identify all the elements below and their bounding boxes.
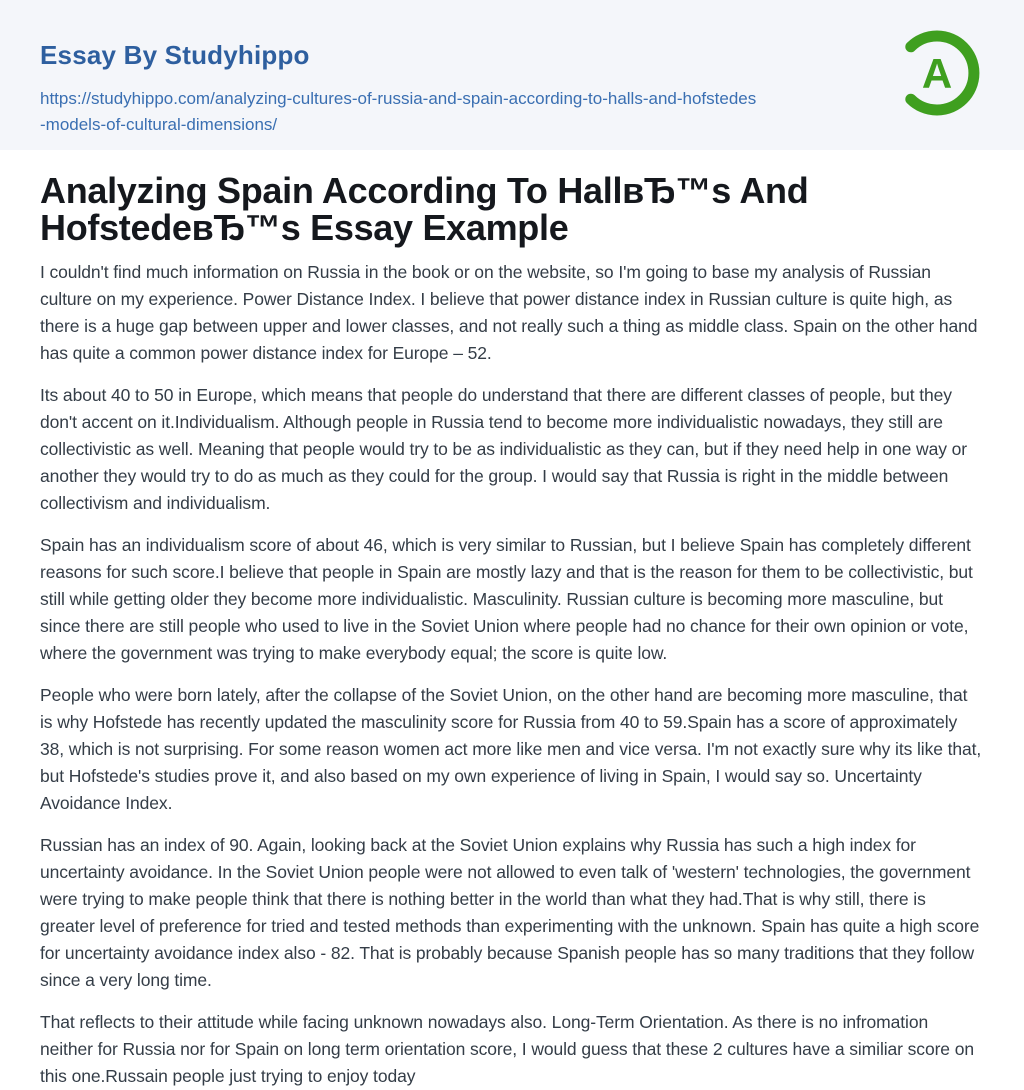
article-paragraph: Spain has an individualism score of about 46, which is very similar to Russian, but I believe Spain has completely different reasons for such score.I believe that people in Spain are mostly lazy and that is the reason for them to be collectivistic, but still while getting older they become more individualistic. Masculinity. Russian culture is becoming more masculine, but since there are still people who used to live in the Soviet Union where people had no chance for their own opinion or vote, where the government was trying to make everybody equal; the score is quite low. — [40, 535, 973, 663]
site-title: Essay By Studyhippo — [40, 40, 310, 70]
studyhippo-logo[interactable] — [893, 29, 983, 119]
page-header — [0, 0, 1024, 150]
article-title: Analyzing Spain According To HallвЂ™s And HofstedeвЂ™s Essay Example — [40, 170, 809, 248]
article-body — [40, 259, 984, 1090]
article-paragraph: Its about 40 to 50 in Europe, which means that people do understand that there are different classes of people, but they don't accent on it.Individualism. Although people in Russia tend to become more individualistic nowadays, they still are collectivistic as well. Meaning that people would try to be as individualistic as they can, but if they need help in one way or another they would try to do as much as they could for the group. I would say that Russia is right in the middle between collectivism and individualism. — [40, 385, 967, 513]
source-url-link[interactable]: https://studyhippo.com/analyzing-cultures-of-russia-and-spain-according-to-halls-and-hofstedes-models-of-cultural-dimensions/ — [40, 89, 757, 134]
article-paragraph: I couldn't find much information on Russia in the book or on the website, so I'm going to base my analysis of Russian culture on my experience. Power Distance Index. I believe that power distance index in Russian culture is quite high, as there is a huge gap between upper and lower classes, and not really such a thing as middle class. Spain on the other hand has quite a common power distance index for Europe – 52. — [40, 262, 978, 363]
article-paragraph: People who were born lately, after the collapse of the Soviet Union, on the other hand are becoming more masculine, that is why Hofstede has recently updated the masculinity score for Russia from 40 to 59.Spain has a score of approximately 38, which is not surprising. For some reason women act more like men and vice versa. I'm not exactly sure why its like that, but Hofstede's studies prove it, and also based on my own experience of living in Spain, I would say so. Uncertainty Avoidance Index. — [40, 685, 982, 813]
svg-text:A: A — [921, 50, 953, 97]
article — [0, 150, 1024, 1090]
article-paragraph: Russian has an index of 90. Again, looking back at the Soviet Union explains why Russia has such a high index for uncertainty avoidance. In the Soviet Union people were not allowed to even talk of 'western' technologies, the government were trying to make people think that there is nothing better in the world than what they had.That is why still, there is greater level of preference for tried and tested methods than experimenting with the unknown. Spain has quite a high score for uncertainty avoidance index also - 82. That is probably because Spanish people has so many traditions that they follow since a very long time. — [40, 835, 980, 990]
logo-arc-icon — [893, 29, 983, 119]
article-paragraph: That reflects to their attitude while facing unknown nowadays also. Long-Term Orientation. As there is no infromation neither for Russia nor for Spain on long term orientation score, I would guess that these 2 cultures have a similiar score on this one.Russain people just trying to enjoy today — [40, 1012, 974, 1086]
